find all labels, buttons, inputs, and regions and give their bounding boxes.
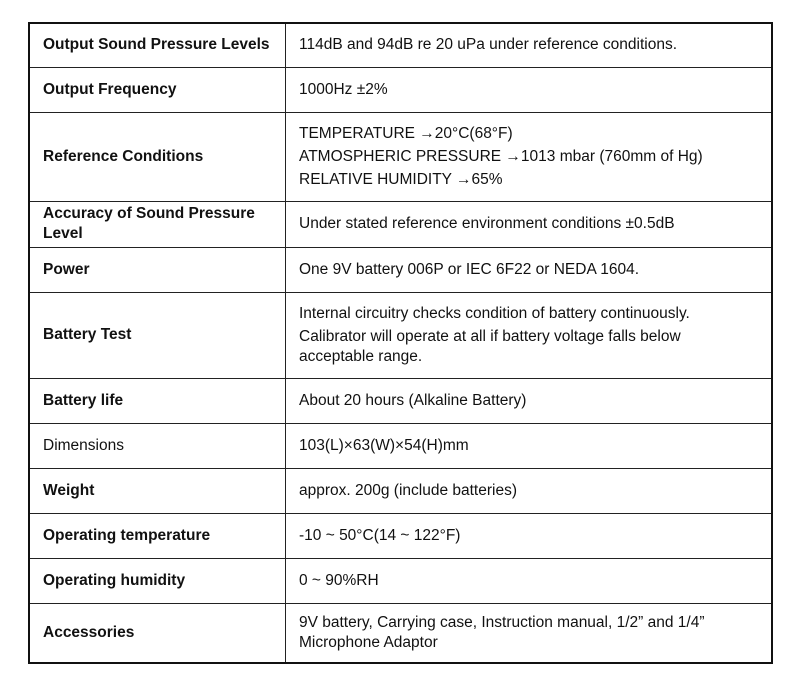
- spec-label: Output Frequency: [29, 67, 286, 112]
- spec-value-line: 114dB and 94dB re 20 uPa under reference conditions.: [299, 36, 678, 54]
- table-row: [29, 112, 772, 201]
- spec-value-line: TEMPERATURE →20°C(68°F): [299, 124, 513, 142]
- spec-label: Accessories: [29, 603, 286, 663]
- spec-value: [286, 292, 773, 378]
- spec-label: Battery life: [29, 378, 286, 423]
- table-row: [29, 247, 772, 292]
- spec-value-line: Internal circuitry checks condition of battery continuously.: [299, 304, 690, 322]
- table-row: [29, 23, 772, 67]
- specifications-table: [28, 22, 773, 664]
- spec-label: Reference Conditions: [29, 112, 286, 201]
- spec-label: Operating humidity: [29, 558, 286, 603]
- spec-value-line: -10 ~ 50°C(14 ~ 122°F): [299, 526, 461, 544]
- spec-value-line: ATMOSPHERIC PRESSURE →1013 mbar (760mm of Hg): [299, 147, 703, 165]
- spec-value: [286, 603, 773, 663]
- spec-value-line: RELATIVE HUMIDITY →65%: [299, 170, 503, 188]
- table-row: [29, 513, 772, 558]
- spec-value-line: One 9V battery 006P or IEC 6F22 or NEDA 1604.: [299, 260, 640, 278]
- spec-value-line: About 20 hours (Alkaline Battery): [299, 391, 527, 409]
- table-row: [29, 468, 772, 513]
- spec-value-line: 9V battery, Carrying case, Instruction manual, 1/2” and 1/4” Microphone Adaptor: [299, 613, 705, 651]
- spec-value-line: approx. 200g (include batteries): [299, 481, 517, 499]
- spec-label: Power: [29, 247, 286, 292]
- table-row: [29, 67, 772, 112]
- spec-value: [286, 23, 773, 67]
- spec-value: [286, 201, 773, 247]
- spec-value: [286, 468, 773, 513]
- spec-value: [286, 423, 773, 468]
- spec-value: [286, 513, 773, 558]
- table-row: [29, 603, 772, 663]
- table-row: [29, 423, 772, 468]
- spec-value: [286, 378, 773, 423]
- spec-value-line: 0 ~ 90%RH: [299, 571, 379, 589]
- spec-value-line: Under stated reference environment conditions ±0.5dB: [299, 215, 675, 232]
- table-row: [29, 292, 772, 378]
- table-row: [29, 558, 772, 603]
- table-row: [29, 201, 772, 247]
- table-row: [29, 378, 772, 423]
- spec-value-line: 1000Hz ±2%: [299, 80, 388, 98]
- spec-label: Battery Test: [29, 292, 286, 378]
- spec-label: Dimensions: [29, 423, 286, 468]
- spec-label: Operating temperature: [29, 513, 286, 558]
- spec-value-line: 103(L)×63(W)×54(H)mm: [299, 436, 469, 454]
- spec-value-line: Calibrator will operate at all if battery voltage falls below acceptable range.: [299, 327, 681, 365]
- spec-value: [286, 67, 773, 112]
- spec-label: Weight: [29, 468, 286, 513]
- spec-value: [286, 558, 773, 603]
- spec-value: [286, 112, 773, 201]
- spec-label: Accuracy of Sound Pressure Level: [29, 201, 286, 247]
- spec-label: Output Sound Pressure Levels: [29, 23, 286, 67]
- spec-value: [286, 247, 773, 292]
